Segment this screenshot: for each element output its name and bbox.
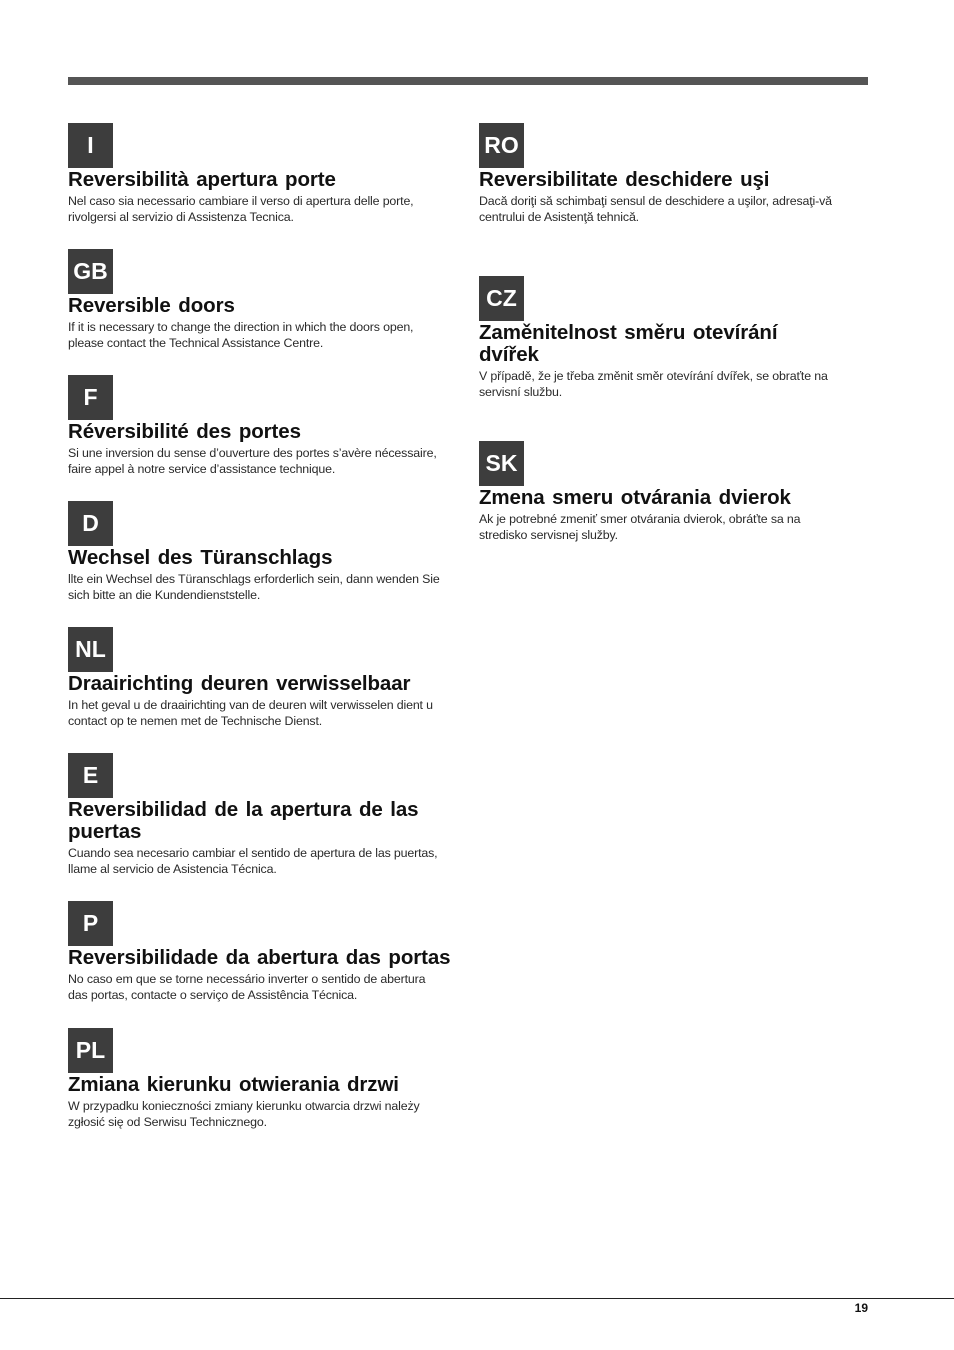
section-title: Wechsel des Türanschlags <box>68 546 333 569</box>
section-czech <box>479 276 839 400</box>
body-line: Cuando sea necesario cambiar el sentido de apertura de las puertas, <box>68 846 438 860</box>
section-portuguese <box>68 901 473 1003</box>
section-body <box>479 511 869 543</box>
section-body <box>68 1098 473 1130</box>
body-line: contact op te nemen met de Technische Dienst. <box>68 714 323 728</box>
section-polish <box>68 1028 473 1130</box>
language-badge-nl: NL <box>68 627 113 672</box>
section-title: Zaměnitelnost směru otevírání dvířek <box>479 321 778 366</box>
language-badge-pl: PL <box>68 1028 113 1073</box>
language-badge-f: F <box>68 375 113 420</box>
body-line: W przypadku konieczności zmiany kierunku otwarcia drzwi należy <box>68 1099 420 1113</box>
body-line: Nel caso sia necessario cambiare il verso di apertura delle porte, <box>68 194 414 208</box>
section-title: Zmiana kierunku otwierania drzwi <box>68 1073 399 1096</box>
section-title: Réversibilité des portes <box>68 420 301 443</box>
language-badge-i: I <box>68 123 113 168</box>
body-line: zgłosić się od Serwisu Technicznego. <box>68 1115 267 1129</box>
body-line: Ak je potrebné zmeniť smer otvárania dvierok, obráťte sa na <box>479 512 801 526</box>
section-body <box>479 368 839 400</box>
section-body <box>68 319 473 351</box>
language-badge-ro: RO <box>479 123 524 168</box>
body-line: V případě, že je třeba změnit směr otevírání dvířek, se obraťte na <box>479 369 828 383</box>
section-title: Reversibilidade da abertura das portas <box>68 946 451 969</box>
body-line: If it is necessary to change the direction in which the doors open, <box>68 320 414 334</box>
bottom-rule <box>0 1298 954 1299</box>
language-badge-sk: SK <box>479 441 524 486</box>
section-title: Draairichting deuren verwisselbaar <box>68 672 411 695</box>
language-badge-d: D <box>68 501 113 546</box>
section-italian <box>68 123 473 225</box>
body-line: Dacă doriţi să schimbaţi sensul de deschidere a uşilor, adresaţi-vă <box>479 194 832 208</box>
body-line: faire appel à notre service d’assistance technique. <box>68 462 336 476</box>
section-slovak <box>479 441 869 543</box>
language-badge-e: E <box>68 753 113 798</box>
section-title: Reversibilitate deschidere uşi <box>479 168 770 191</box>
section-body <box>68 445 473 477</box>
top-rule <box>68 77 868 85</box>
section-body <box>68 193 473 225</box>
language-badge-cz: CZ <box>479 276 524 321</box>
section-french <box>68 375 473 477</box>
body-line: servisní službu. <box>479 385 562 399</box>
page-number: 19 <box>854 1301 868 1315</box>
section-spanish <box>68 753 473 877</box>
section-german <box>68 501 473 603</box>
body-line: sich bitte an die Kundendienststelle. <box>68 588 261 602</box>
section-title: Reversibilidad de la apertura de las puertas <box>68 798 419 843</box>
language-badge-p: P <box>68 901 113 946</box>
section-title: Reversible doors <box>68 294 235 317</box>
section-body <box>68 697 473 729</box>
section-dutch <box>68 627 473 729</box>
body-line: please contact the Technical Assistance Centre. <box>68 336 324 350</box>
body-line: In het geval u de draairichting van de deuren wilt verwisselen dient u <box>68 698 433 712</box>
section-body <box>479 193 869 225</box>
section-body <box>68 971 473 1003</box>
body-line: rivolgersi al servizio di Assistenza Tecnica. <box>68 210 294 224</box>
body-line: No caso em que se torne necessário inverter o sentido de abertura <box>68 972 426 986</box>
section-title: Zmena smeru otvárania dvierok <box>479 486 791 509</box>
body-line: stredisko servisnej služby. <box>479 528 618 542</box>
body-line: centrului de Asistenţă tehnică. <box>479 210 639 224</box>
body-line: das portas, contacte o serviço de Assistência Técnica. <box>68 988 358 1002</box>
section-body <box>68 845 473 877</box>
section-english <box>68 249 473 351</box>
body-line: llame al servicio de Asistencia Técnica. <box>68 862 277 876</box>
body-line: llte ein Wechsel des Türanschlags erforderlich sein, dann wenden Sie <box>68 572 440 586</box>
section-romanian <box>479 123 869 225</box>
body-line: Si une inversion du sense d’ouverture des portes s’avère nécessaire, <box>68 446 437 460</box>
section-body <box>68 571 473 603</box>
section-title: Reversibilità apertura porte <box>68 168 336 191</box>
language-badge-gb: GB <box>68 249 113 294</box>
